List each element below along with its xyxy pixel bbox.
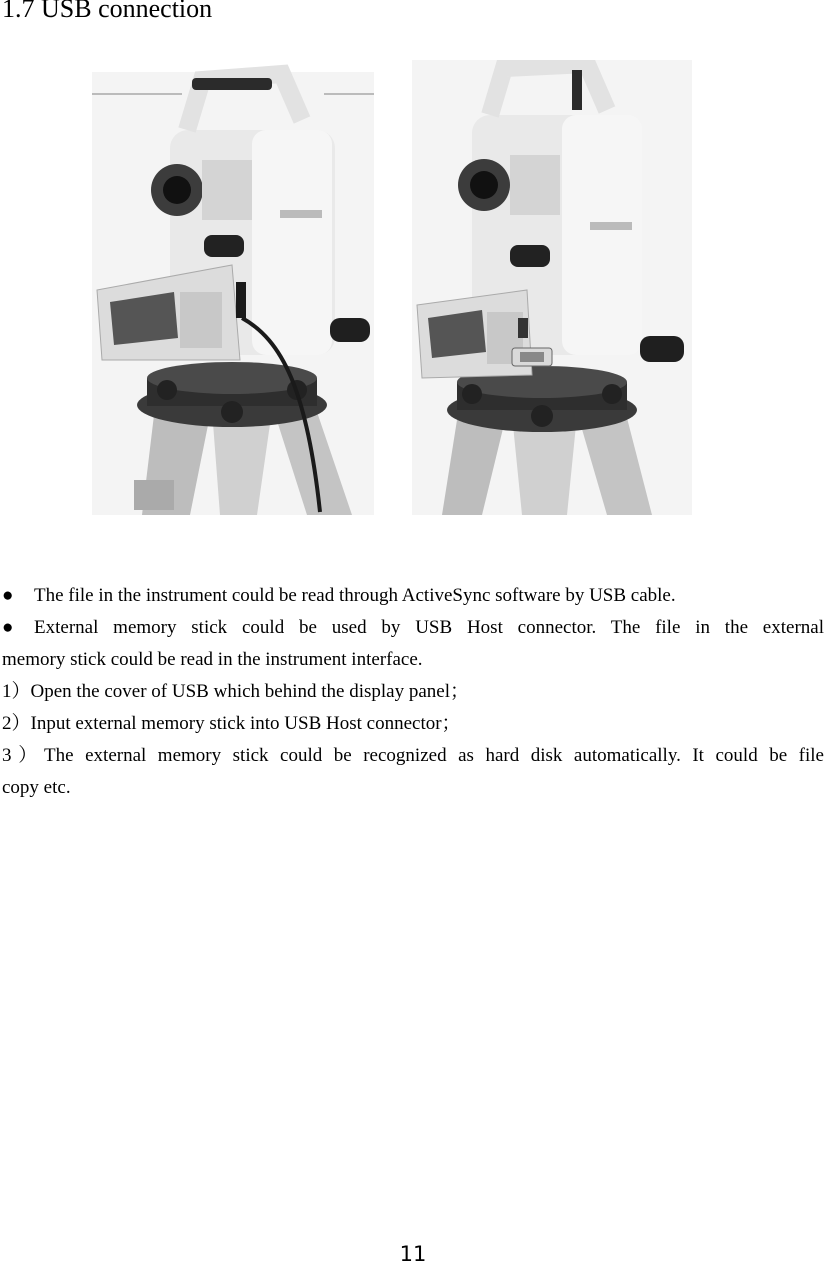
page-number: 11 bbox=[399, 1242, 427, 1266]
bullet-text: The file in the instrument could be read through ActiveSync software by USB cable. bbox=[34, 585, 676, 606]
step-text-continuation: copy etc. bbox=[2, 777, 71, 798]
section-title: 1.7 USB connection bbox=[2, 0, 213, 23]
bullet-text: External memory stick could be used by USB Host connector. The file in the external bbox=[34, 617, 824, 638]
bullet-marker: ● bbox=[2, 585, 14, 606]
bullet-marker: ● bbox=[2, 617, 14, 638]
step-item: 3）The external memory stick could be recognized as hard disk automatically. It could be file bbox=[2, 745, 824, 766]
bullet-list bbox=[2, 580, 824, 676]
instrument-with-usb-cable bbox=[92, 72, 374, 515]
step-list bbox=[2, 676, 824, 804]
bullet-text-continuation: memory stick could be read in the instrument interface. bbox=[2, 649, 423, 670]
step-item: 2）Input external memory stick into USB Host connector； bbox=[2, 713, 461, 734]
bullet-item bbox=[2, 580, 824, 612]
instrument-figure bbox=[92, 60, 692, 515]
bullet-item bbox=[2, 612, 824, 644]
instrument-with-memory-stick bbox=[412, 60, 692, 515]
step-item: 1）Open the cover of USB which behind the display panel； bbox=[2, 681, 469, 702]
